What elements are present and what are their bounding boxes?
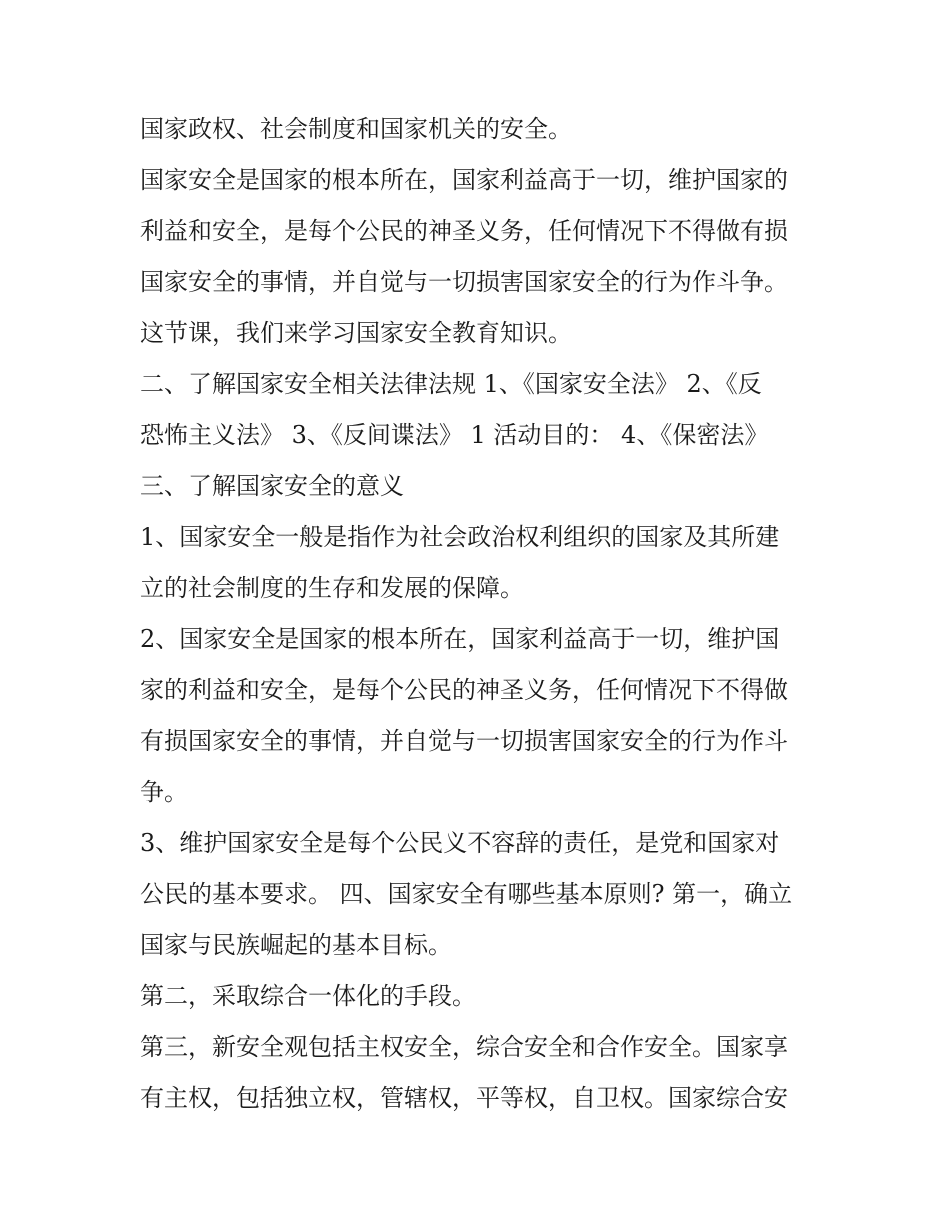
text-line: 利益和安全，是每个公民的神圣义务，任何情况下不得做有损 bbox=[140, 217, 788, 245]
text-line: 恐怖主义法》 3、《反间谍法》 1 活动目的： 4、《保密法》 bbox=[140, 421, 769, 449]
text-line: 立的社会制度的生存和发展的保障。 bbox=[140, 574, 524, 602]
text-line: 国家与民族崛起的基本目标。 bbox=[140, 931, 452, 959]
text-line: 有损国家安全的事情，并自觉与一切损害国家安全的行为作斗 bbox=[140, 727, 788, 755]
text-line: 二、了解国家安全相关法律法规 1、《国家安全法》 2、《反 bbox=[140, 370, 762, 398]
text-line: 国家安全是国家的根本所在，国家利益高于一切，维护国家的 bbox=[140, 166, 788, 194]
text-line: 家的利益和安全，是每个公民的神圣义务，任何情况下不得做 bbox=[140, 676, 788, 704]
text-line: 国家安全的事情，并自觉与一切损害国家安全的行为作斗争。 bbox=[140, 268, 788, 296]
text-line: 公民的基本要求。 四、国家安全有哪些基本原则? 第一，确立 bbox=[140, 880, 793, 908]
text-line: 这节课，我们来学习国家安全教育知识。 bbox=[140, 319, 572, 347]
text-line: 国家政权、社会制度和国家机关的安全。 bbox=[140, 115, 572, 143]
text-line: 有主权，包括独立权，管辖权，平等权，自卫权。国家综合安 bbox=[140, 1084, 788, 1112]
text-line: 第三，新安全观包括主权安全，综合安全和合作安全。国家享 bbox=[140, 1033, 788, 1061]
text-line: 1、国家安全一般是指作为社会政治权利组织的国家及其所建 bbox=[140, 523, 780, 551]
text-line: 3、维护国家安全是每个公民义不容辞的责任，是党和国家对 bbox=[140, 829, 780, 857]
text-line: 第二，采取综合一体化的手段。 bbox=[140, 982, 476, 1010]
text-line: 争。 bbox=[140, 778, 188, 806]
document-body bbox=[140, 104, 820, 1124]
section-heading: 三、了解国家安全的意义 bbox=[140, 472, 404, 500]
text-line: 2、国家安全是国家的根本所在，国家利益高于一切，维护国 bbox=[140, 625, 780, 653]
